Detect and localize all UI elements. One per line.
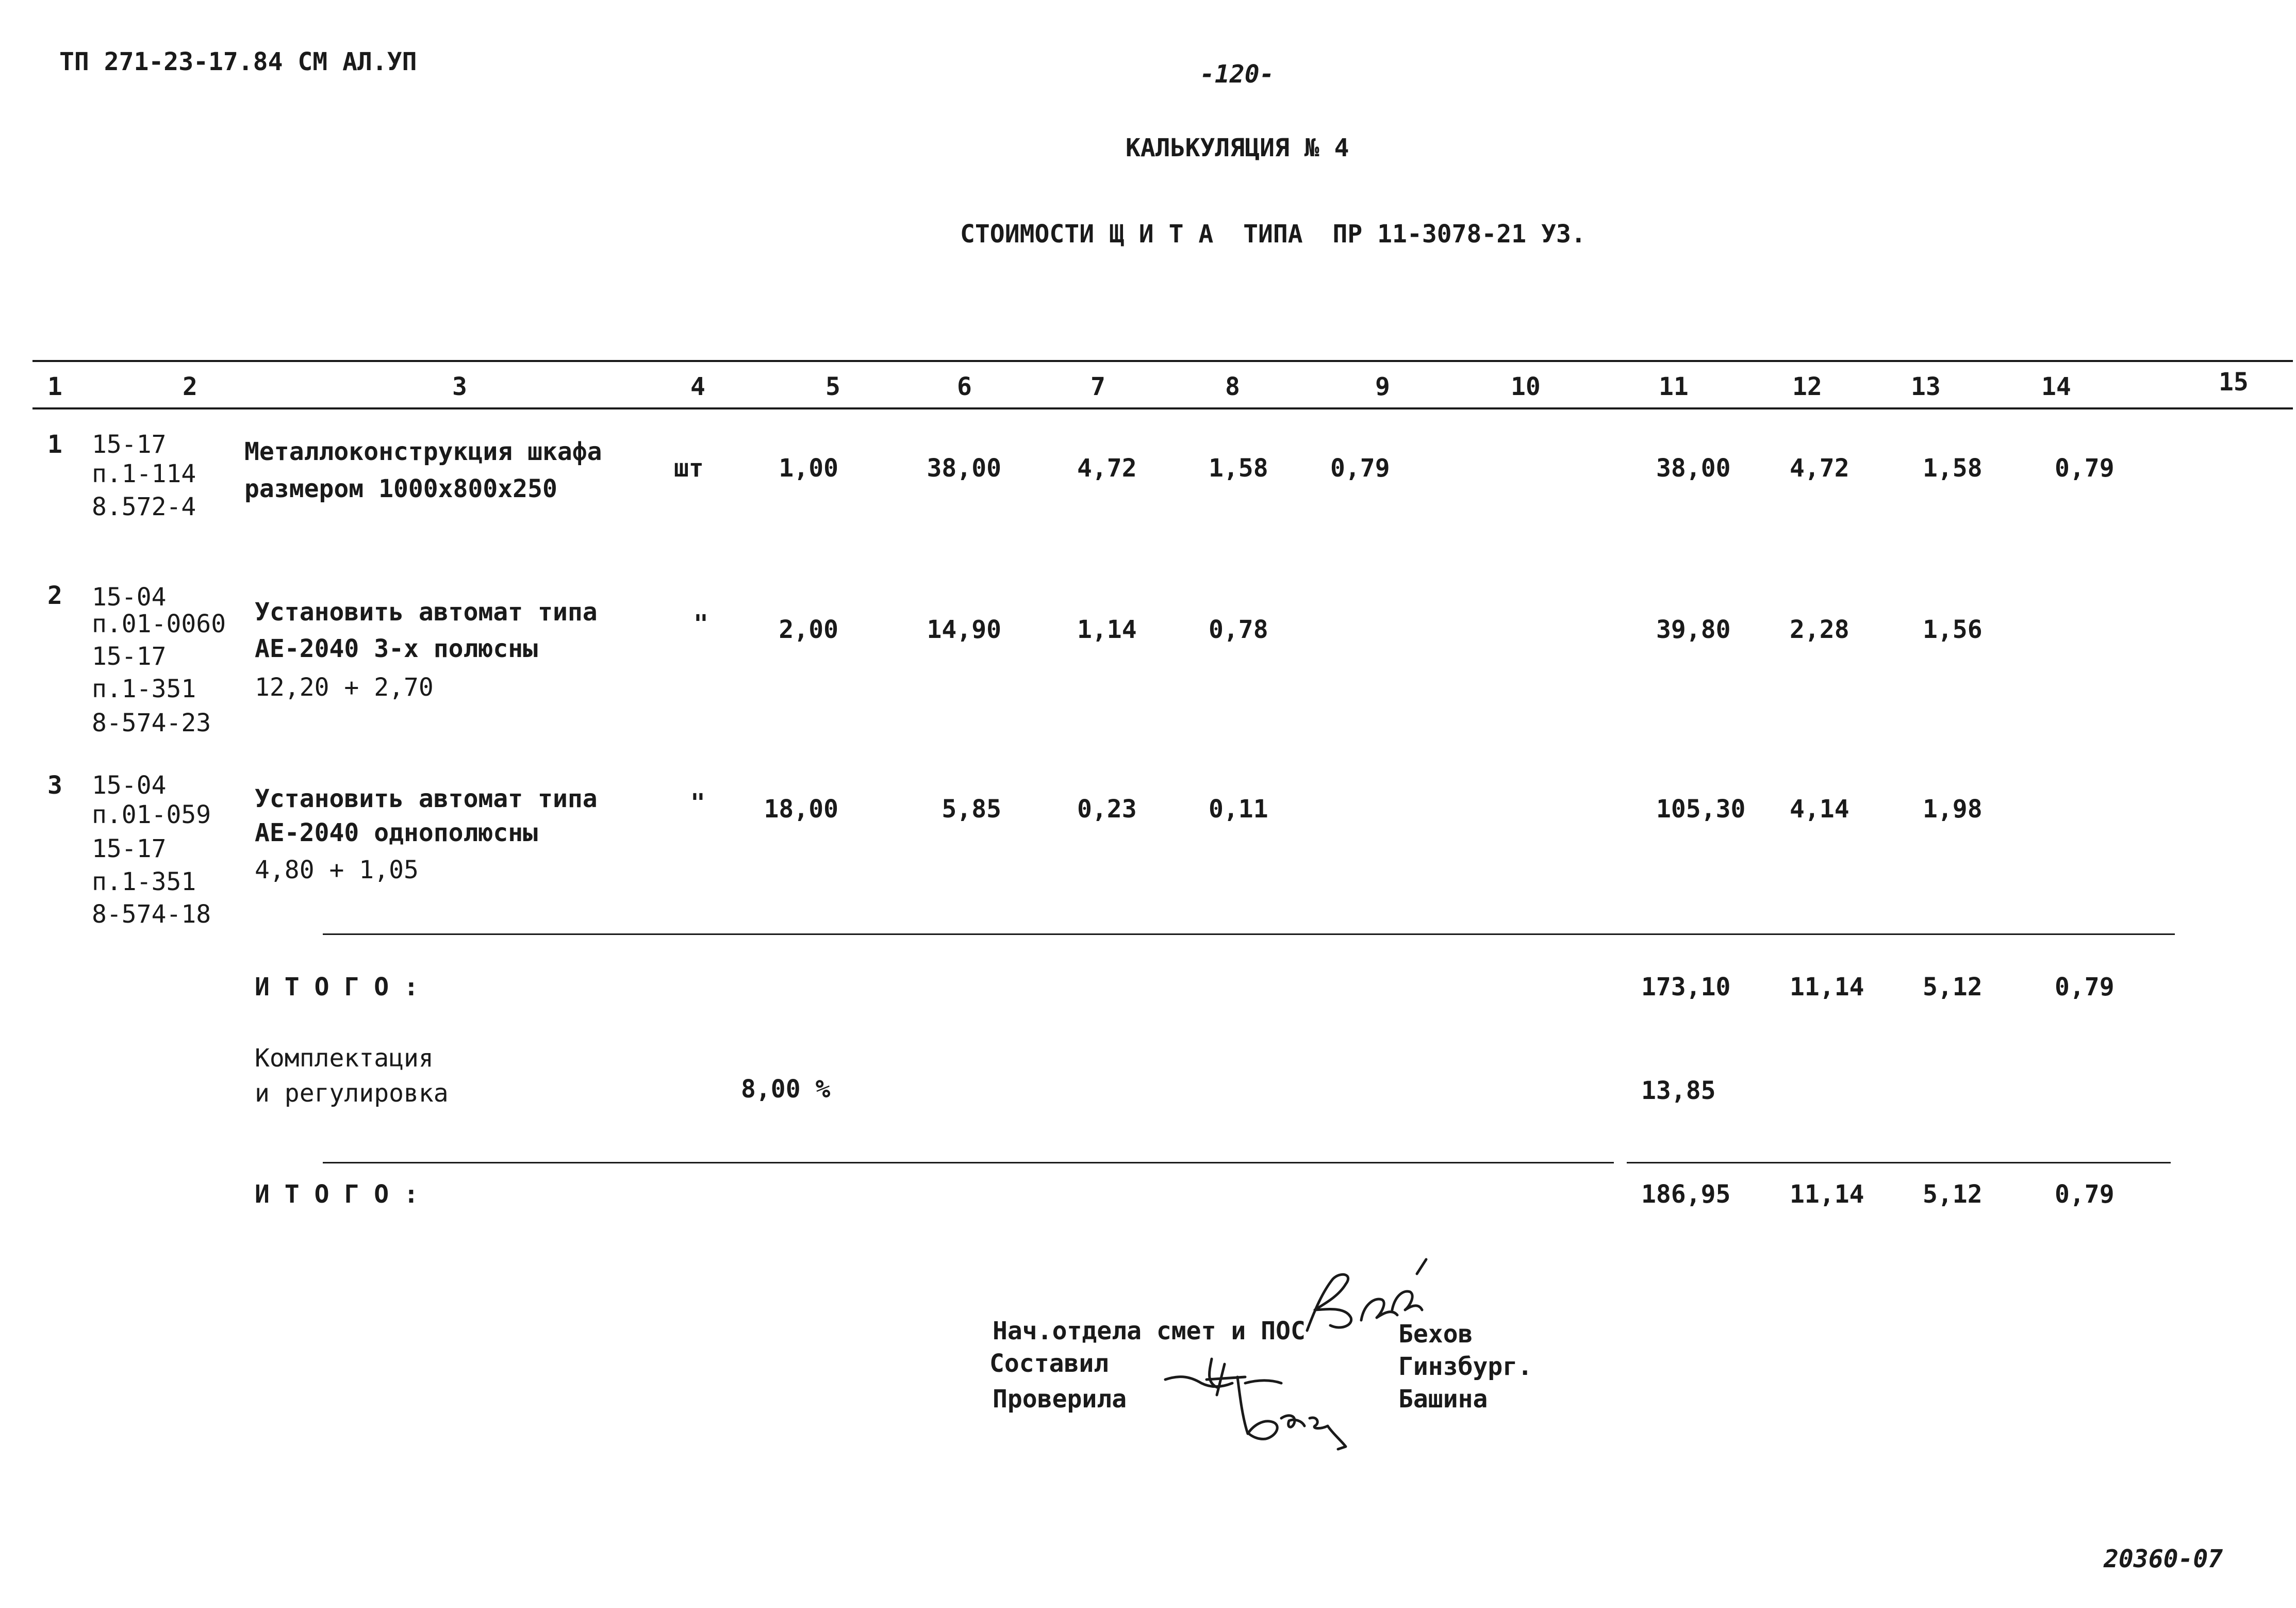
unit: шт — [674, 454, 704, 483]
signatory-name: Гинзбург. — [1398, 1352, 1533, 1381]
markup-label: и регулировка — [255, 1079, 449, 1108]
item-name: Установить автомат типа — [255, 598, 598, 627]
cell-col13: 5,12 — [1923, 973, 1983, 1002]
item-name: 4,80 + 1,05 — [255, 856, 419, 884]
document-title: КАЛЬКУЛЯЦИЯ № 4 — [1126, 134, 1349, 162]
column-number: 4 — [690, 372, 705, 401]
column-number: 6 — [957, 372, 972, 401]
cell-col8: 0,11 — [1209, 795, 1268, 824]
signature-head-of-department — [1307, 1259, 1426, 1331]
total-label: И Т О Г О : — [255, 1180, 419, 1209]
cell-col13: 5,12 — [1923, 1180, 1983, 1209]
signature-role: Нач.отдела смет и ПОС — [993, 1317, 1306, 1346]
cell-col12: 2,28 — [1790, 615, 1849, 644]
column-number: 12 — [1792, 372, 1822, 401]
item-name: АЕ-2040 3-х полюсны — [255, 634, 538, 663]
unit-ditto: " — [693, 610, 708, 638]
markup-label: Комплектация — [255, 1044, 434, 1073]
signatory-name: Бехов — [1398, 1320, 1473, 1349]
cell-col5: 18,00 — [764, 795, 838, 824]
column-number: 5 — [825, 372, 840, 401]
row-number: 1 — [47, 430, 62, 459]
cell-col11: 38,00 — [1656, 454, 1731, 483]
signature-role: Проверила — [993, 1385, 1127, 1414]
inventory-number: 20360-07 — [2104, 1545, 2223, 1573]
cell-col12: 4,14 — [1790, 795, 1849, 824]
cell-col13: 1,58 — [1923, 454, 1983, 483]
item-name: размером 1000х800х250 — [244, 474, 557, 503]
cell-col5: 1,00 — [779, 454, 838, 483]
cell-col13: 1,56 — [1923, 615, 1983, 644]
rate-code: п.1-351 — [92, 675, 196, 703]
cell-col14: 0,79 — [2055, 454, 2115, 483]
signature-role: Составил — [989, 1349, 1109, 1378]
cell-col12: 11,14 — [1790, 1180, 1864, 1209]
row-number: 3 — [47, 771, 62, 800]
cell-col11: 39,80 — [1656, 615, 1731, 644]
cell-col12: 4,72 — [1790, 454, 1849, 483]
rate-code: 8-574-18 — [92, 900, 211, 929]
document-code: ТП 271-23-17.84 СМ АЛ.УП — [59, 47, 417, 76]
total-label: И Т О Г О : — [255, 973, 419, 1002]
column-number: 11 — [1659, 372, 1689, 401]
item-name: Металлоконструкция шкафа — [244, 437, 602, 466]
row-number: 2 — [47, 581, 62, 610]
column-number: 3 — [452, 372, 467, 401]
table-header-rule — [32, 407, 2293, 409]
item-name: АЕ-2040 однополюсны — [255, 818, 538, 847]
rate-code: п.1-351 — [92, 867, 196, 896]
rate-code: 15-17 — [92, 834, 167, 863]
cell-col5: 2,00 — [779, 615, 838, 644]
rate-code: 15-04 — [92, 771, 167, 800]
rate-code: п.1-114 — [92, 460, 196, 488]
handwritten-signatures — [1134, 1248, 1444, 1454]
cell-col11: 13,85 — [1641, 1076, 1716, 1105]
signatory-name: Башина — [1398, 1385, 1488, 1414]
cell-col7: 0,23 — [1077, 795, 1137, 824]
cell-col8: 1,58 — [1209, 454, 1268, 483]
signature-checker — [1237, 1377, 1346, 1449]
document-subtitle: СТОИМОСТИ Щ И Т А ТИПА ПР 11-3078-21 УЗ. — [960, 220, 1586, 249]
cell-col6: 14,90 — [927, 615, 1001, 644]
rate-code: 8.572-4 — [92, 493, 196, 521]
cell-col11: 186,95 — [1641, 1180, 1731, 1209]
column-number: 1 — [47, 372, 62, 401]
column-number: 9 — [1375, 372, 1390, 401]
cell-col13: 1,98 — [1923, 795, 1983, 824]
cell-col6: 5,85 — [941, 795, 1001, 824]
cell-col12: 11,14 — [1790, 973, 1864, 1002]
item-name: Установить автомат типа — [255, 784, 598, 813]
column-number: 7 — [1091, 372, 1105, 401]
cell-col7: 1,14 — [1077, 615, 1137, 644]
rate-code: 15-04 — [92, 583, 167, 612]
column-number: 15 — [2219, 368, 2249, 397]
cell-col9: 0,79 — [1330, 454, 1390, 483]
cell-col6: 38,00 — [927, 454, 1001, 483]
cell-col14: 0,79 — [2055, 1180, 2115, 1209]
column-number: 13 — [1911, 372, 1941, 401]
cell-col7: 4,72 — [1077, 454, 1137, 483]
grand-total-rule — [323, 1162, 1614, 1163]
rate-code: 15-17 — [92, 430, 167, 459]
column-number: 10 — [1511, 372, 1541, 401]
unit-ditto: " — [690, 789, 705, 817]
cell-col11: 173,10 — [1641, 973, 1731, 1002]
signature-compiler — [1165, 1359, 1245, 1395]
markup-rate: 8,00 % — [741, 1075, 831, 1104]
rate-code: 8-574-23 — [92, 709, 211, 737]
cell-col11: 105,30 — [1656, 795, 1746, 824]
table-top-rule — [32, 360, 2293, 362]
column-number: 14 — [2041, 372, 2071, 401]
grand-total-rule — [1627, 1162, 2171, 1163]
cell-col8: 0,78 — [1209, 615, 1268, 644]
item-name: 12,20 + 2,70 — [255, 673, 434, 702]
subtotal-rule — [323, 933, 2175, 935]
cell-col14: 0,79 — [2055, 973, 2115, 1002]
rate-code: 15-17 — [92, 642, 167, 671]
rate-code: п.01-059 — [92, 800, 211, 829]
page-number: -120- — [1200, 60, 1275, 89]
column-number: 8 — [1225, 372, 1240, 401]
column-number: 2 — [183, 372, 197, 401]
rate-code: п.01-0060 — [92, 610, 226, 638]
